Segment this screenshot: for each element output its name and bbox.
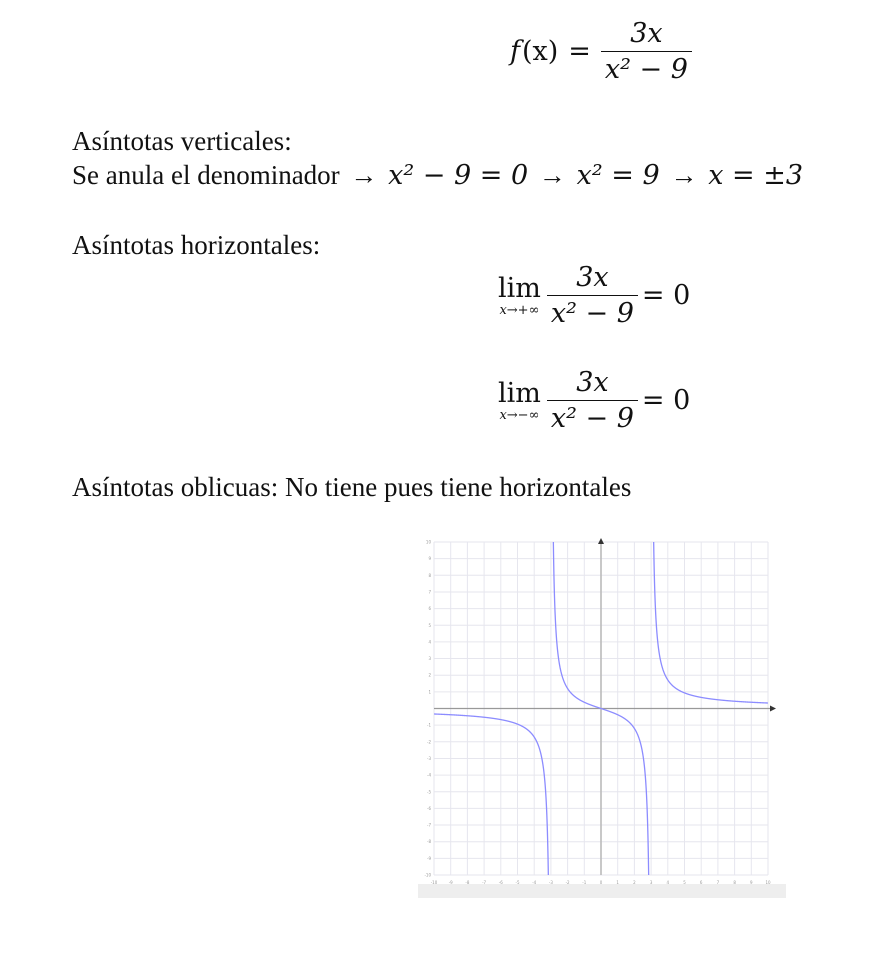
y-tick-label: -2: [427, 739, 431, 745]
x-tick-label: 6: [699, 880, 703, 885]
x-tick-label: 8: [733, 880, 736, 885]
x-tick-label: -3: [548, 880, 553, 885]
x-tick-label: -9: [448, 880, 453, 885]
arrow-icon: →: [670, 160, 698, 190]
y-tick-label: 2: [428, 672, 431, 678]
graph-svg: [418, 538, 786, 898]
x-tick-label: 9: [750, 880, 753, 885]
limit-word: lim: [498, 377, 541, 409]
x-tick-label: 0: [599, 880, 603, 885]
y-tick-label: -10: [424, 872, 431, 878]
x-tick-label: 2: [633, 880, 636, 885]
x-tick-label: -7: [482, 880, 487, 885]
y-tick-label: 10: [425, 539, 431, 545]
x-tick-label: -1: [582, 880, 587, 885]
fraction-denominator: x² − 9: [547, 400, 638, 434]
fraction-numerator: 3x: [630, 18, 663, 49]
graph-footer-bar: [418, 884, 786, 898]
equation-step-1: x² − 9 = 0: [388, 160, 529, 191]
x-tick-label: -8: [465, 880, 470, 885]
vertical-asymptotes-line: [72, 160, 803, 191]
horizontal-asymptotes-title: Asíntotas horizontales:: [72, 230, 321, 260]
y-tick-label: -8: [427, 839, 431, 845]
x-tick-label: 7: [716, 880, 720, 885]
equals-sign: =: [568, 36, 591, 67]
arrow-icon: →: [350, 160, 378, 190]
y-tick-label: -9: [427, 855, 431, 861]
y-tick-label: -1: [427, 722, 431, 728]
fraction-numerator: 3x: [576, 367, 609, 398]
x-tick-label: -2: [565, 880, 570, 885]
function-fraction: [601, 18, 692, 85]
fraction-numerator: 3x: [576, 262, 609, 293]
oblique-asymptotes-text: Asíntotas oblicuas: No tiene pues tiene horizontales: [72, 472, 632, 502]
y-tick-label: 3: [428, 656, 431, 662]
y-tick-label: 5: [428, 622, 431, 628]
arrow-icon: →: [538, 160, 566, 190]
limit-plus-infinity: [498, 262, 690, 329]
x-tick-label: -6: [498, 880, 503, 885]
y-tick-label: -3: [427, 755, 431, 761]
vertical-text: Se anula el denominador: [72, 160, 340, 190]
y-tick-label: -4: [427, 772, 431, 778]
limit-minus-infinity: [498, 367, 690, 434]
limit-word: lim: [498, 272, 541, 304]
x-tick-label: -5: [515, 880, 520, 885]
x-tick-label: -4: [532, 880, 537, 885]
equation-step-3: x = ±3: [708, 160, 804, 191]
function-argument: (x): [522, 36, 559, 67]
limit-subscript: x→−∞: [499, 407, 540, 423]
limit-fraction: [547, 367, 638, 434]
limit-operator: [498, 379, 541, 423]
limit-fraction: [547, 262, 638, 329]
y-tick-label: -5: [427, 789, 431, 795]
x-tick-label: -10: [430, 880, 438, 885]
y-tick-label: 6: [428, 606, 431, 612]
equation-step-2: x² = 9: [576, 160, 660, 191]
limit-subscript: x→+∞: [499, 302, 540, 318]
x-tick-label: 10: [765, 880, 771, 885]
y-tick-label: 4: [428, 639, 431, 645]
limit-operator: [498, 274, 541, 318]
y-tick-label: 8: [428, 572, 431, 578]
y-tick-label: 1: [428, 689, 431, 695]
function-definition: [510, 18, 692, 85]
x-tick-label: 5: [683, 880, 686, 885]
x-tick-label: 4: [666, 880, 670, 885]
x-tick-label: 3: [649, 880, 653, 885]
fraction-denominator: x² − 9: [601, 51, 692, 85]
limit-result: = 0: [641, 280, 691, 311]
function-name: f: [510, 36, 520, 67]
y-tick-label: -6: [427, 805, 431, 811]
y-tick-label: 7: [428, 589, 431, 595]
x-tick-label: 1: [616, 880, 619, 885]
limit-result: = 0: [641, 385, 691, 416]
y-tick-label: 9: [428, 556, 431, 562]
fraction-denominator: x² − 9: [547, 295, 638, 329]
function-graph: [418, 538, 786, 898]
y-tick-label: -7: [427, 822, 431, 828]
vertical-asymptotes-title: Asíntotas verticales:: [72, 126, 292, 156]
